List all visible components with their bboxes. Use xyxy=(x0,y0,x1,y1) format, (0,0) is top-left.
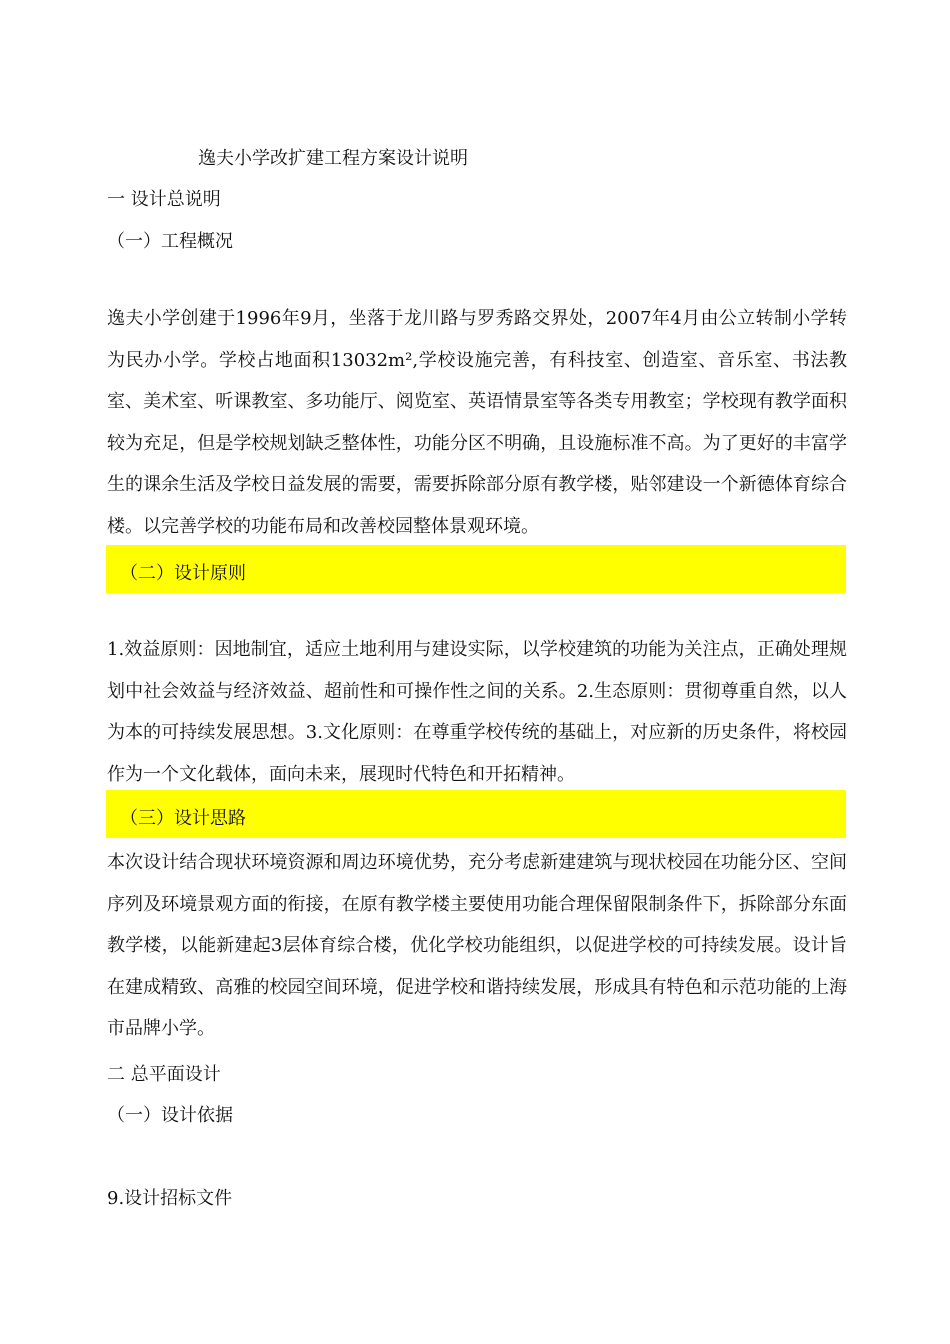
section-1-1-body: 逸夫小学创建于1996年9月，坐落于龙川路与罗秀路交界处，2007年4月由公立转制小学转为民办小学。学校占地面积13032m²,学校设施完善，有科技室、创造室、音乐室、书法教室、美术室、听课教室、多功能厅、阅览室、英语情景室等各类专用教室；学校现有教学面积较为充足，但是学校规划缺乏整体性，功能分区不明确，且设施标准不高。为了更好的丰富学生的课余生活及学校日益发展的需要，需要拆除部分原有教学楼，贴邻建设一个新德体育综合楼。以完善学校的功能布局和改善校园整体景观环境。 xyxy=(107,308,847,537)
section-1-2-body: 1.效益原则：因地制宜，适应土地利用与建设实际，以学校建筑的功能为关注点，正确处理规划中社会效益与经济效益、超前性和可操作性之间的关系。2.生态原则：贯彻尊重自然，以人为本的可持续发展思想。3.文化原则：在尊重学校传统的基础上，对应新的历史条件，将校园作为一个文化载体，面向未来，展现时代特色和开拓精神。 xyxy=(107,639,847,785)
section-2-heading: 二 总平面设计 xyxy=(107,1064,221,1085)
section-1-3-heading: （三）设计思路 xyxy=(120,808,246,829)
section-1-2-highlight xyxy=(106,545,846,593)
section-1-1-heading: （一）工程概况 xyxy=(107,231,233,252)
section-1-heading: 一 设计总说明 xyxy=(107,189,221,210)
section-1-2-heading: （二）设计原则 xyxy=(120,563,246,584)
section-1-3-highlight xyxy=(106,790,846,838)
section-1-3-body: 本次设计结合现状环境资源和周边环境优势，充分考虑新建建筑与现状校园在功能分区、空间序列及环境景观方面的衔接，在原有教学楼主要使用功能合理保留限制条件下，拆除部分东面教学楼，以能新建起3层体育综合楼，优化学校功能组织，以促进学校的可持续发展。设计旨在建成精致、高雅的校园空间环境，促进学校和谐持续发展，形成具有特色和示范功能的上海市品牌小学。 xyxy=(107,852,847,1039)
section-2-1-item: 9.设计招标文件 xyxy=(107,1188,233,1209)
section-2-1-heading: （一）设计依据 xyxy=(107,1105,233,1126)
document-title: 逸夫小学改扩建工程方案设计说明 xyxy=(198,148,468,169)
